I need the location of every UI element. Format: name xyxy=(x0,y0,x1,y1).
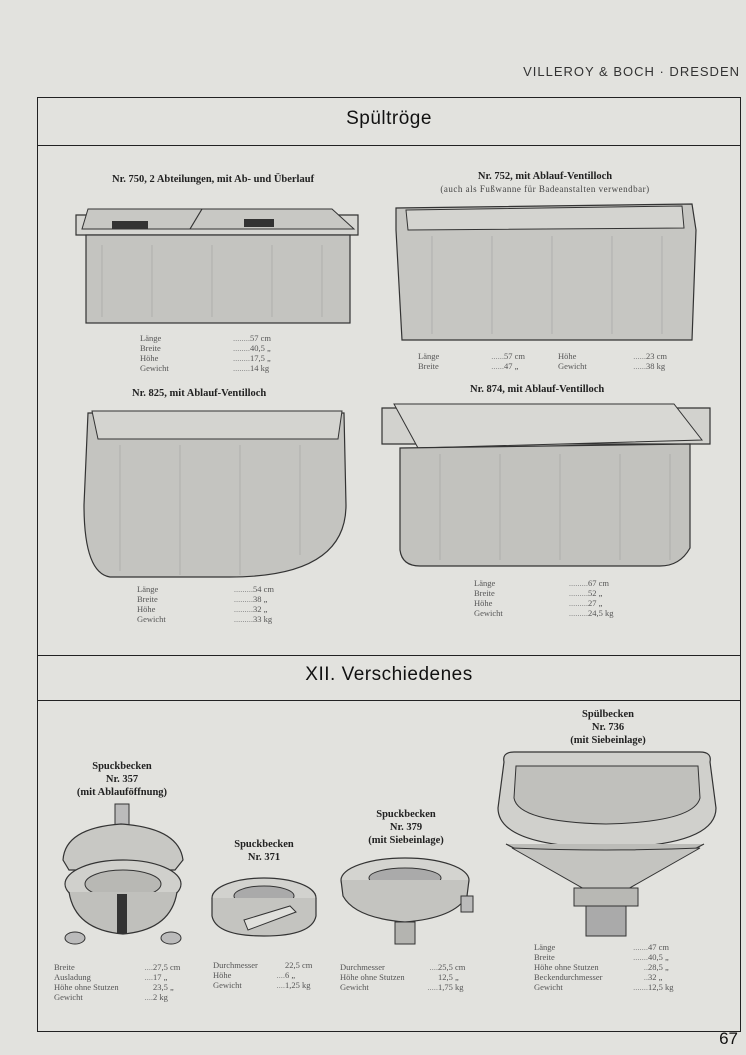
spec-label: Gewicht xyxy=(474,608,503,618)
spec-dots: ........ xyxy=(233,363,250,373)
spec-dots: ........ xyxy=(233,353,250,363)
specs-nr-752-left xyxy=(418,351,538,371)
grate-icon xyxy=(244,219,274,227)
spec-dots: ........ xyxy=(233,333,250,343)
brand-header: VILLEROY & BOCH · DRESDEN xyxy=(523,64,740,79)
spec-row xyxy=(418,361,538,371)
sink-736-illustration xyxy=(494,748,720,940)
specs-nr-379 xyxy=(340,962,476,992)
grate-icon xyxy=(112,221,148,229)
spec-label: Breite xyxy=(534,952,555,962)
caption-nr-752-title: Nr. 752, mit Ablauf-Ventilloch xyxy=(477,171,613,182)
spec-row xyxy=(213,960,321,970)
spec-dots: ......... xyxy=(233,604,253,614)
spec-dots: ......... xyxy=(568,608,588,618)
spec-value: 32 „ xyxy=(253,604,268,614)
spec-row xyxy=(137,614,287,624)
spec-label: Gewicht xyxy=(137,614,166,624)
spec-dots: ......... xyxy=(568,578,588,588)
spec-label: Breite xyxy=(137,594,158,604)
spec-label: Höhe ohne Stutzen xyxy=(54,982,119,992)
caption-line: (mit Siebeinlage) xyxy=(368,835,444,846)
spec-label: Länge xyxy=(474,578,496,588)
spec-label: Breite xyxy=(418,361,439,371)
spec-label: Breite xyxy=(140,343,161,353)
caption-nr-750 xyxy=(112,173,314,186)
spec-value: 1,75 kg xyxy=(438,982,464,992)
spec-dots: ...... xyxy=(633,351,646,361)
spec-row xyxy=(534,972,684,982)
spec-row xyxy=(140,363,290,373)
spec-value: 17 „ xyxy=(153,972,168,982)
spec-row xyxy=(474,598,626,608)
caption-line: Nr. 371 xyxy=(247,852,281,863)
specs-nr-752-right xyxy=(558,351,680,371)
spec-value: 28,5 „ xyxy=(648,962,669,972)
caption-line: Nr. 357 xyxy=(105,774,139,785)
spec-value: 40,5 „ xyxy=(648,952,669,962)
spec-dots: ........ xyxy=(233,343,250,353)
specs-nr-825 xyxy=(137,584,287,624)
spec-label: Länge xyxy=(534,942,556,952)
spec-value: 12,5 kg xyxy=(648,982,674,992)
spec-dots: .. xyxy=(643,962,648,972)
spec-row xyxy=(534,942,684,952)
spec-label: Gewicht xyxy=(534,982,563,992)
spec-value: 67 cm xyxy=(588,578,610,588)
spec-value: 14 kg xyxy=(250,363,270,373)
spec-dots: ......... xyxy=(568,588,588,598)
spec-row xyxy=(534,952,684,962)
spec-label: Gewicht xyxy=(54,992,83,1002)
spec-row xyxy=(340,972,476,982)
spec-value: 24,5 kg xyxy=(588,608,614,618)
caption-nr-825: Nr. 825, mit Ablauf-Ventilloch xyxy=(132,388,267,399)
spec-label: Höhe xyxy=(213,970,232,980)
sink-752-illustration xyxy=(392,200,700,345)
spec-row xyxy=(340,962,476,972)
sink-874-illustration xyxy=(380,400,715,572)
caption-nr-752 xyxy=(395,170,695,196)
spec-row xyxy=(534,962,684,972)
caption-line: Spülbecken xyxy=(582,709,634,720)
spec-value: 52 „ xyxy=(588,588,603,598)
section-title-spueltroege: Spültröge xyxy=(346,108,432,129)
spec-label: Höhe xyxy=(137,604,156,614)
specs-nr-750 xyxy=(140,333,290,373)
spec-dots: ...... xyxy=(491,351,504,361)
caption-nr-357 xyxy=(70,760,174,799)
spec-value: 40,5 „ xyxy=(250,343,271,353)
spec-dots: ......... xyxy=(233,594,253,604)
spec-value: 47 cm xyxy=(648,942,670,952)
spec-dots: .... xyxy=(429,962,438,972)
caption-line: Spuckbecken xyxy=(92,761,152,772)
caption-line: (mit Ablauföffnung) xyxy=(76,787,168,798)
spittoon-357-illustration xyxy=(55,800,190,950)
spec-dots: .... xyxy=(276,980,285,990)
spec-dots: .... xyxy=(144,972,153,982)
spec-dots: ..... xyxy=(427,982,438,992)
spec-row xyxy=(140,343,290,353)
spec-label: Ausladung xyxy=(54,972,91,982)
spec-value: 27,5 cm xyxy=(153,962,181,972)
spec-value: 23 cm xyxy=(646,351,668,361)
spittoon-379-illustration xyxy=(335,852,485,952)
caption-line: Nr. 379 xyxy=(389,822,423,833)
spec-label: Höhe xyxy=(474,598,493,608)
spec-dots: .... xyxy=(144,992,153,1002)
spec-row xyxy=(474,588,626,598)
spec-dots: ......... xyxy=(233,614,253,624)
caption-line: (mit Siebeinlage) xyxy=(570,735,646,746)
spec-dots: ...... xyxy=(491,361,504,371)
spec-value: 32 „ xyxy=(648,972,663,982)
spec-label: Höhe xyxy=(140,353,159,363)
spec-value: 57 cm xyxy=(504,351,526,361)
spec-row xyxy=(418,351,538,361)
spec-row xyxy=(213,980,321,990)
spec-value: 6 „ xyxy=(285,970,296,980)
spec-row xyxy=(137,584,287,594)
spec-value: 38 kg xyxy=(646,361,666,371)
spec-value: 47 „ xyxy=(504,361,519,371)
spec-label: Breite xyxy=(474,588,495,598)
spec-dots: ....... xyxy=(633,942,648,952)
spec-label: Durchmesser xyxy=(213,960,258,970)
caption-nr-874: Nr. 874, mit Ablauf-Ventilloch xyxy=(470,384,605,395)
spec-row xyxy=(54,962,189,972)
section-divider-bottom xyxy=(37,700,741,701)
spec-label: Gewicht xyxy=(340,982,369,992)
spec-value: 2 kg xyxy=(153,992,168,1002)
page-number: 67 xyxy=(719,1029,738,1048)
spec-label: Länge xyxy=(140,333,162,343)
spec-row xyxy=(54,982,189,992)
specs-nr-874 xyxy=(474,578,626,618)
spec-row xyxy=(140,353,290,363)
spec-label: Länge xyxy=(137,584,159,594)
spec-row xyxy=(137,604,287,614)
specs-nr-357 xyxy=(54,962,189,1002)
spec-value: 17,5 „ xyxy=(250,353,271,363)
caption-line: Spuckbecken xyxy=(376,809,436,820)
specs-nr-736 xyxy=(534,942,684,992)
spec-dots: ...... xyxy=(633,361,646,371)
spec-row xyxy=(213,970,321,980)
spec-value: 25,5 cm xyxy=(438,962,466,972)
spec-label: Gewicht xyxy=(140,363,169,373)
spec-row xyxy=(534,982,684,992)
spec-label: Höhe ohne Stutzen xyxy=(534,962,599,972)
spec-row xyxy=(474,578,626,588)
spec-value: 54 cm xyxy=(253,584,275,594)
spec-label: Länge xyxy=(418,351,440,361)
spec-label: Höhe ohne Stutzen xyxy=(340,972,405,982)
caption-nr-379 xyxy=(360,808,452,847)
spec-dots: ....... xyxy=(633,982,648,992)
spec-row xyxy=(137,594,287,604)
section-divider-top xyxy=(37,655,741,656)
spec-row xyxy=(54,992,189,1002)
spec-label: Beckendurchmesser xyxy=(534,972,603,982)
spec-row xyxy=(54,972,189,982)
spec-dots: .... xyxy=(276,970,285,980)
caption-line: Nr. 736 xyxy=(591,722,625,733)
spec-value: 22,5 cm xyxy=(285,960,313,970)
sink-825-illustration xyxy=(80,405,352,583)
spec-value: 33 kg xyxy=(253,614,273,624)
spec-row xyxy=(340,982,476,992)
spec-value: 57 cm xyxy=(250,333,272,343)
spec-label: Gewicht xyxy=(558,361,587,371)
spec-label: Breite xyxy=(54,962,75,972)
spec-row xyxy=(474,608,626,618)
spec-dots: ......... xyxy=(233,584,253,594)
caption-nr-750-text: 2 Abteilungen, mit Ab- und Überlauf xyxy=(149,174,315,185)
spec-dots: ......... xyxy=(568,598,588,608)
spec-dots: .. xyxy=(643,972,648,982)
spec-label: Durchmesser xyxy=(340,962,385,972)
spec-label: Gewicht xyxy=(213,980,242,990)
caption-line: Spuckbecken xyxy=(234,839,294,850)
spec-dots: .... xyxy=(144,962,153,972)
specs-nr-371 xyxy=(213,960,321,990)
spec-value: 27 „ xyxy=(588,598,603,608)
section-title-verschiedenes: XII. Verschiedenes xyxy=(305,664,473,685)
title-divider xyxy=(37,145,741,146)
spec-dots: ....... xyxy=(633,952,648,962)
spec-value: 1,25 kg xyxy=(285,980,311,990)
spittoon-371-illustration xyxy=(208,872,324,942)
caption-nr-752-subtitle: (auch als Fußwanne für Badeanstalten verwendbar) xyxy=(440,184,650,194)
spec-value: 12,5 „ xyxy=(438,972,459,982)
spec-value: 23,5 „ xyxy=(153,982,174,992)
spec-value: 38 „ xyxy=(253,594,268,604)
spec-row xyxy=(558,351,680,361)
caption-nr-371 xyxy=(228,838,300,864)
spec-row xyxy=(140,333,290,343)
spec-row xyxy=(558,361,680,371)
sink-750-illustration xyxy=(72,205,362,330)
spec-label: Höhe xyxy=(558,351,577,361)
caption-nr-750-number: Nr. 750, xyxy=(112,174,147,185)
caption-nr-736 xyxy=(560,708,656,747)
